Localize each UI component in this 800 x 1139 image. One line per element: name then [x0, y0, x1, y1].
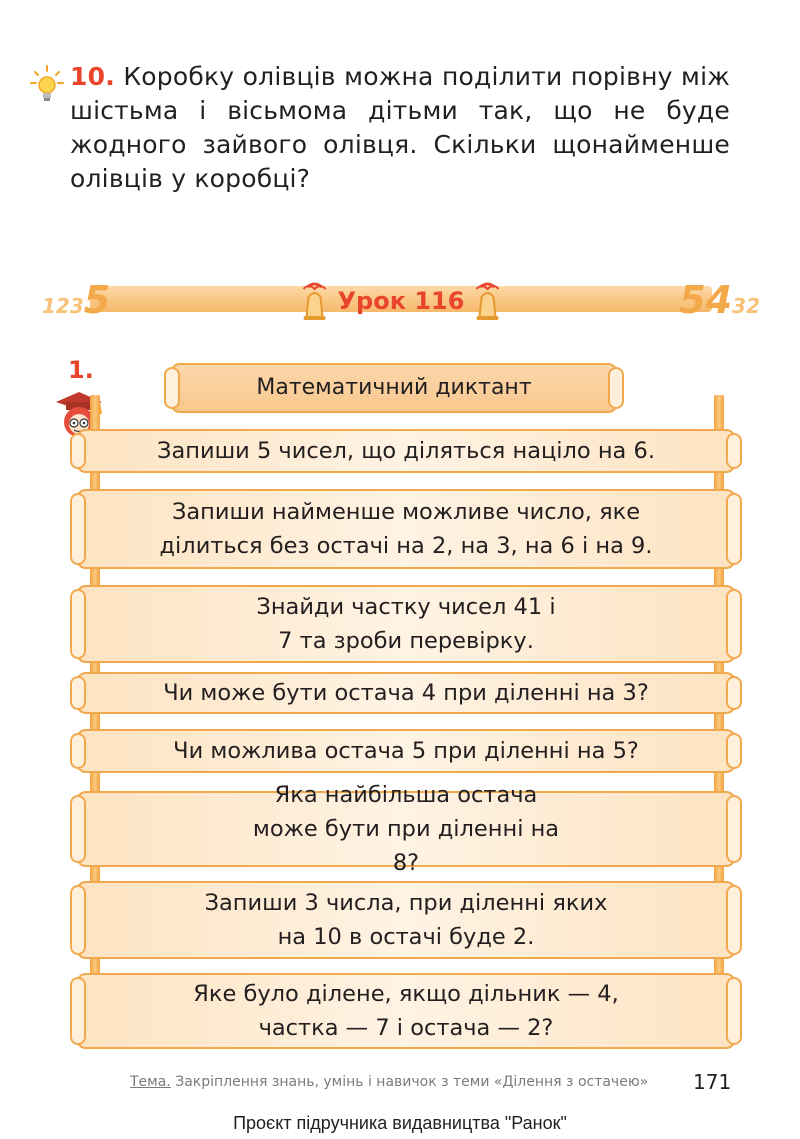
topic-label: Тема. — [130, 1074, 171, 1090]
dictation-item-7: Запиши 3 числа, при діленні яких на 10 в остачі буде 2. — [76, 881, 736, 959]
exercise-number: 1. — [68, 356, 94, 384]
dictation-heading: Математичний диктант — [170, 363, 618, 413]
topic-footer — [130, 1074, 648, 1090]
lesson-banner — [42, 278, 760, 324]
dictation-item-8: Яке було ділене, якщо дільник — 4, частка — 7 і остача — 2? — [76, 973, 736, 1049]
dictation-board — [76, 355, 736, 1045]
dictation-item-3: Знайди частку чисел 41 і 7 та зроби перевірку. — [76, 585, 736, 663]
bell-icon — [470, 279, 504, 323]
lesson-title-group — [298, 278, 505, 324]
lesson-title: Урок 116 — [337, 287, 465, 315]
dictation-item-1: Запиши 5 чисел, що діляться націло на 6. — [76, 429, 736, 473]
task-body: Коробку олівців можна поділити порівну між шістьма і вісьмома дітьми так, що не буде жодного зайвого олівця. Скільки щонайменше олівців у коробці? — [70, 62, 730, 193]
task-number: 10. — [70, 62, 115, 91]
publisher-credit: Проєкт підручника видавництва "Ранок" — [233, 1113, 567, 1133]
page-number: 171 — [693, 1070, 732, 1094]
number-decoration-right: 5432 — [679, 278, 760, 322]
bell-icon — [298, 279, 332, 323]
dictation-item-6: Яка найбільша остача може бути при діленні на 8? — [76, 791, 736, 867]
topic-text: Закріплення знань, умінь і навичок з теми «Ділення з остачею» — [175, 1074, 649, 1090]
number-decoration-left: 1235 — [42, 278, 111, 322]
dictation-item-2: Запиши найменше можливе число, яке ділиться без остачі на 2, на 3, на 6 і на 9. — [76, 489, 736, 569]
task-10-text — [70, 60, 730, 196]
dictation-item-5: Чи можлива остача 5 при діленні на 5? — [76, 729, 736, 773]
lightbulb-icon — [30, 64, 64, 108]
dictation-item-4: Чи може бути остача 4 при діленні на 3? — [76, 672, 736, 714]
